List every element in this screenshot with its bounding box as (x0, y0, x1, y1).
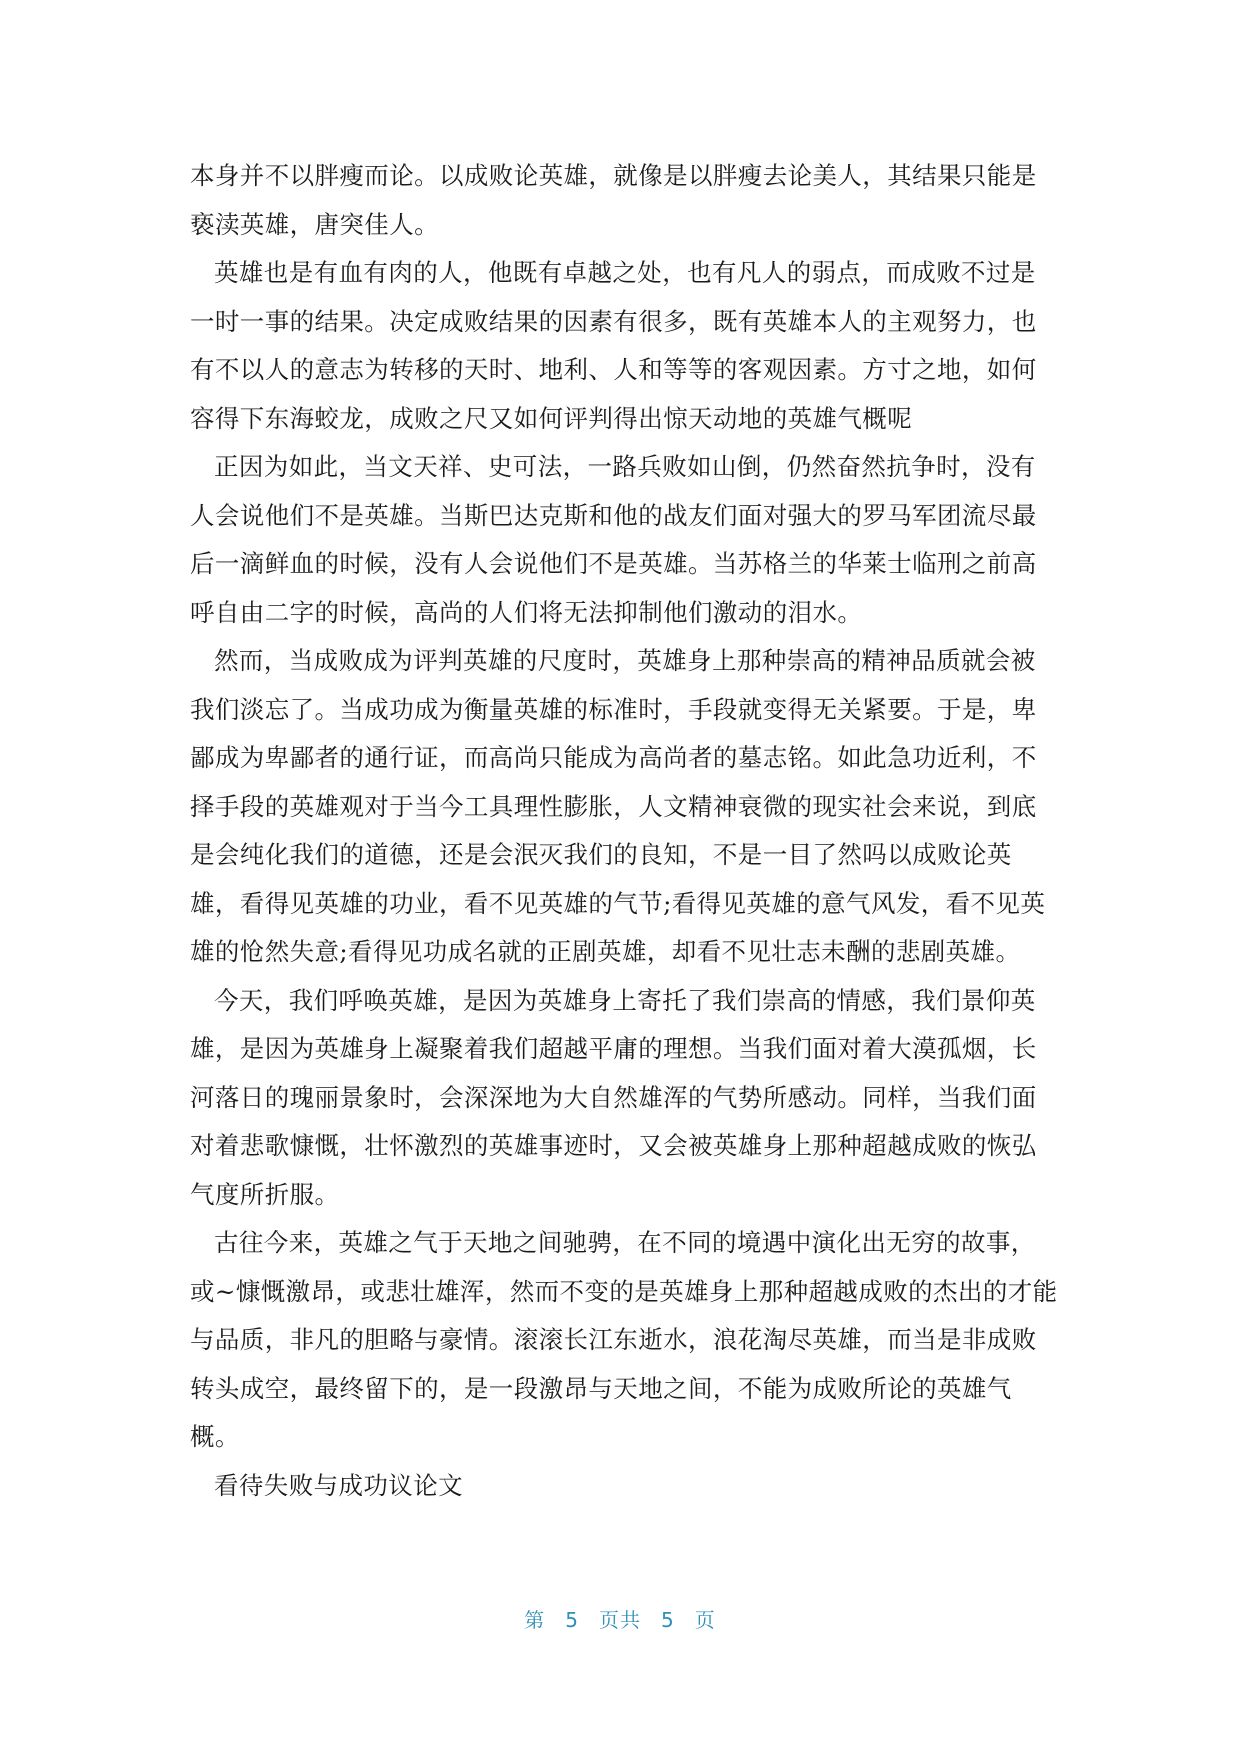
paragraph-6: 古往今来，英雄之气于天地之间驰骋，在不同的境遇中演化出无穷的故事，或~慷慨激昂，或悲壮雄浑，然而不变的是英雄身上那种超越成败的杰出的才能与品质，非凡的胆略与豪情。滚滚长江东逝水，浪花淘尽英雄，而当是非成败转头成空，最终留下的，是一段激昂与天地之间，不能为成败所论的英雄气概。 (190, 1228, 1058, 1451)
paragraph-1: 本身并不以胖瘦而论。以成败论英雄，就像是以胖瘦去论美人，其结果只能是亵渎英雄，唐突佳人。 (190, 161, 1037, 239)
closing-title: 看待失败与成功议论文 (214, 1470, 463, 1500)
document-body (190, 152, 1060, 1510)
paragraph-4: 然而，当成败成为评判英雄的尺度时，英雄身上那种崇高的精神品质就会被我们淡忘了。当成功成为衡量英雄的标准时，手段就变得无关紧要。于是，卑鄙成为卑鄙者的通行证，而高尚只能成为高尚者的墓志铭。如此急功近利，不择手段的英雄观对于当今工具理性膨胀，人文精神衰微的现实社会来说，到底是会纯化我们的道德，还是会泯灭我们的良知，不是一目了然吗以成败论英雄，看得见英雄的功业，看不见英雄的气节;看得见英雄的意气风发，看不见英雄的怆然失意;看得见功成名就的正剧英雄，却看不见壮志未酬的悲剧英雄。 (190, 646, 1046, 966)
page-footer (0, 1604, 1240, 1633)
footer-total-pages: 5 (661, 1608, 675, 1632)
paragraph-2: 英雄也是有血有肉的人，他既有卓越之处，也有凡人的弱点，而成败不过是一时一事的结果。决定成败结果的因素有很多，既有英雄本人的主观努力，也有不以人的意志为转移的天时、地利、人和等等的客观因素。方寸之地，如何容得下东海蛟龙，成败之尺又如何评判得出惊天动地的英雄气概呢 (190, 258, 1037, 433)
footer-label-total: 页共 (599, 1608, 641, 1632)
footer-label-end: 页 (694, 1608, 716, 1632)
paragraph-5: 今天，我们呼唤英雄，是因为英雄身上寄托了我们崇高的情感，我们景仰英雄，是因为英雄身上凝聚着我们超越平庸的理想。当我们面对着大漠孤烟，长河落日的瑰丽景象时，会深深地为大自然雄浑的气势所感动。同样，当我们面对着悲歌慷慨，壮怀激烈的英雄事迹时，又会被英雄身上那种超越成败的恢弘气度所折服。 (190, 985, 1037, 1209)
paragraph-3: 正因为如此，当文天祥、史可法，一路兵败如山倒，仍然奋然抗争时，没有人会说他们不是英雄。当斯巴达克斯和他的战友们面对强大的罗马军团流尽最后一滴鲜血的时候，没有人会说他们不是英雄。当苏格兰的华莱士临刑之前高呼自由二字的时候，高尚的人们将无法抑制他们激动的泪水。 (190, 452, 1037, 627)
footer-current-page: 5 (565, 1608, 579, 1632)
footer-label-page: 第 (524, 1608, 546, 1632)
